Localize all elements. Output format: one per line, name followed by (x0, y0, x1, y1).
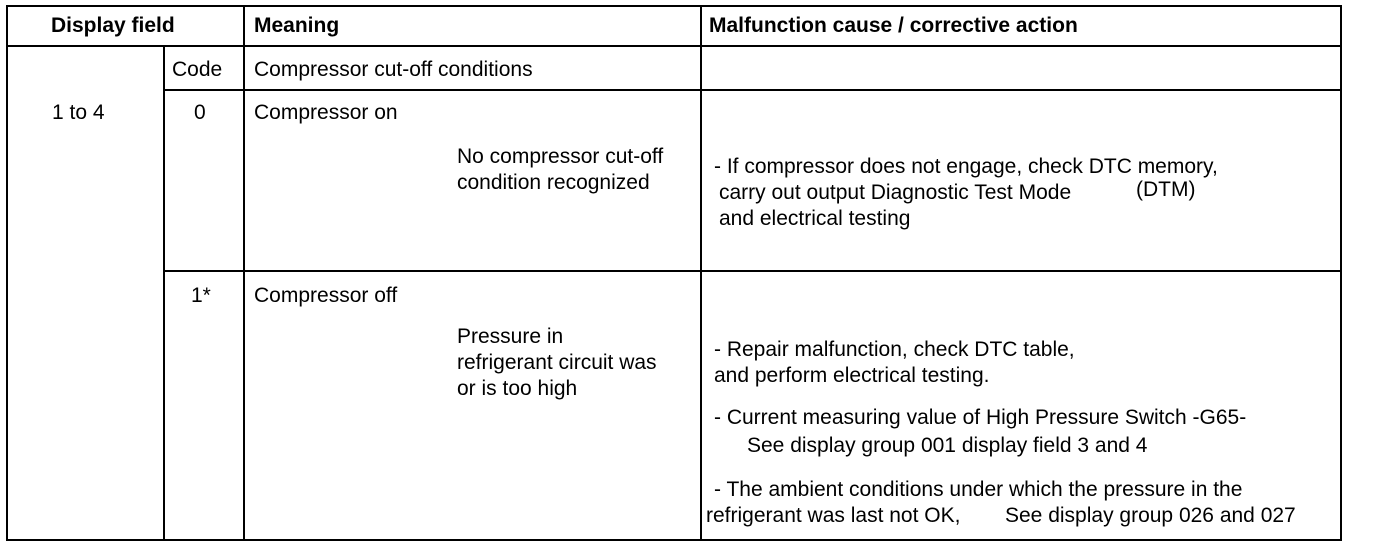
display-field-value: 1 to 4 (52, 101, 105, 124)
row1-action3-line2a: refrigerant was last not OK, (706, 504, 961, 527)
row0-action-line2: carry out output Diagnostic Test Mode (719, 181, 1072, 204)
row0-action-line2-suffix: (DTM) (1136, 178, 1196, 201)
row1-code: 1* (191, 284, 211, 307)
row1-meaning-title: Compressor off (254, 284, 398, 307)
row0-action-line3: and electrical testing (719, 207, 911, 230)
row1-action2-line2: See display group 001 display field 3 and 4 (747, 434, 1148, 457)
code-row-bottom-line (164, 89, 1342, 91)
border-right (1340, 5, 1342, 541)
row0-code: 0 (194, 101, 206, 124)
code-label: Code (172, 58, 223, 81)
border-left (6, 5, 8, 541)
row0-bottom-line (164, 270, 1342, 272)
row0-meaning-detail-line2: condition recognized (457, 171, 650, 194)
header-display-field: Display field (51, 14, 175, 37)
row1-meaning-detail-line3: or is too high (457, 377, 578, 400)
divider-action-left (700, 5, 702, 541)
divider-code-left (163, 45, 165, 541)
row1-meaning-detail-line1: Pressure in (457, 325, 564, 348)
row1-meaning-detail-line2: refrigerant circuit was (457, 351, 657, 374)
divider-meaning-left (243, 5, 245, 541)
header-cause-action: Malfunction cause / corrective action (709, 14, 1078, 37)
row0-meaning-title: Compressor on (254, 101, 398, 124)
row1-action2-line1: - Current measuring value of High Pressure Switch -G65- (714, 406, 1247, 429)
row0-action-line1: - If compressor does not engage, check DTC memory, (714, 155, 1218, 178)
row1-action3-line2b: See display group 026 and 027 (1005, 504, 1296, 527)
border-top (6, 5, 1342, 7)
row0-meaning-detail-line1: No compressor cut-off (457, 145, 664, 168)
row1-action3-line1: - The ambient conditions under which the pressure in the (714, 478, 1243, 501)
row1-action1-line1: - Repair malfunction, check DTC table, (714, 338, 1075, 361)
border-bottom (6, 539, 1342, 541)
header-meaning: Meaning (254, 14, 340, 37)
row1-action1-line2: and perform electrical testing. (714, 364, 990, 387)
header-bottom-line (6, 45, 1342, 47)
code-meaning-label: Compressor cut-off conditions (254, 58, 533, 81)
